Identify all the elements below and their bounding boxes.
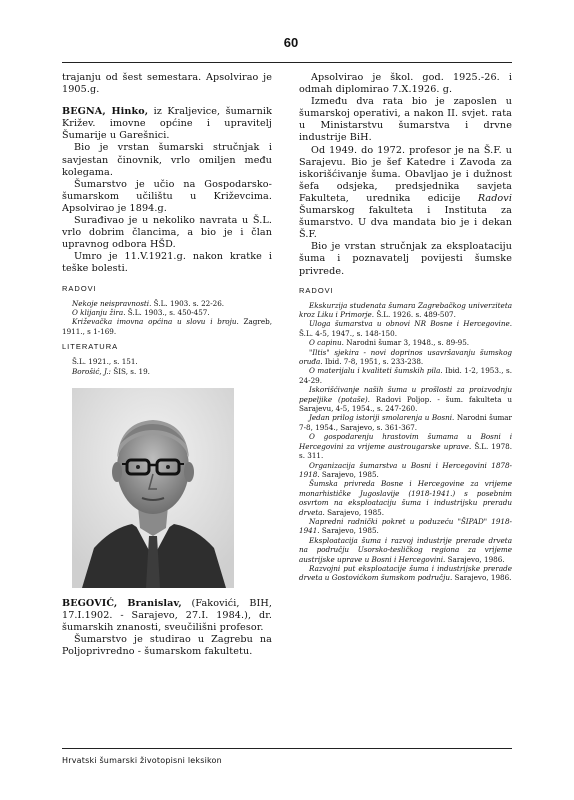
reference-title: "Iltis" sjekira - novi doprinos usavršavanju šumskog oruđa. <box>299 347 512 367</box>
reference-source: Sarajevo, 1986. <box>452 573 512 583</box>
footer-rule <box>62 748 512 749</box>
paragraph <box>299 145 512 242</box>
reference-title: Razvojni put eksploatacije šuma i industrijske prerade drveta u Gostovićkom šumskom području. <box>299 563 512 583</box>
reference-item <box>62 367 272 376</box>
reference-item <box>62 317 272 336</box>
reference-source: Š.L. 1978. s. 311. <box>299 441 512 461</box>
reference-title: Šumska privreda Bosne i Hercegovine za vrijeme monarhističke Jugoslavije (1918-1941.) s posebnim osvrtom na eksploataciju šuma i industrijsku preradu drveta. <box>299 479 512 517</box>
reference-item <box>299 536 512 564</box>
portrait-image <box>72 388 234 588</box>
reference-title: Ekskurzija studenata šumara Zagrebačkog univerziteta kroz Liku i Primorje. <box>299 300 512 319</box>
reference-list <box>62 357 272 376</box>
reference-item <box>62 308 272 317</box>
reference-item <box>62 357 272 366</box>
reference-title: Jedan prilog istoriji smolarenja u Bosni. <box>309 413 455 423</box>
section-label-radovi: RADOVI <box>299 285 334 295</box>
section-label-radovi: RADOVI <box>62 283 97 293</box>
reference-title: Nekoje neispravnosti. <box>72 298 152 308</box>
entry-name-begovic: BEGOVIĆ, Branislav, <box>62 597 182 609</box>
reference-title: Borošić, J.: <box>72 366 111 376</box>
reference-item <box>299 366 512 385</box>
reference-item <box>299 432 512 460</box>
paragraph: Bio je vrstan šumarski stručnjak i savjestan činovnik, vrlo omiljen među kolegama. <box>62 142 272 178</box>
header-rule <box>62 62 512 63</box>
reference-title: Eksploatacija šuma i razvoj industrije prerade drveta na području Usorsko-tesličkog regiona za vrijeme austrijske uprave u Bosni i Hercegovini. <box>299 535 512 564</box>
reference-item <box>299 461 512 480</box>
reference-source: Radovi Poljop. - šum. fakulteta u Sarajevu, 4-5, 1954., s. 247-260. <box>299 394 512 414</box>
portrait-photo <box>72 388 234 588</box>
paragraph: Surađivao je u nekoliko navrata u Š.L. vrlo dobrim člancima, a bio je i član upravnog odbora HŠD. <box>62 215 272 251</box>
reference-source: Š.L. 4-5, 1947., s. 148-150. <box>299 328 397 338</box>
paragraph: Umro je 11.V.1921.g. nakon kratke i teške bolesti. <box>62 251 272 275</box>
section-label-literatura: LITERATURA <box>62 342 119 352</box>
reference-list <box>299 301 512 583</box>
reference-title: Organizacija šumarstva u Bosni i Hercegovini 1878-1918. <box>299 460 512 479</box>
paragraph: Šumarstvo je učio na Gospodarsko-šumarskom učilištu u Križevcima. Apsolvirao je 1894.g. <box>62 178 272 214</box>
entry-begovic-intro <box>62 598 272 634</box>
reference-source: Sarajevo, 1985. <box>319 526 379 536</box>
reference-title: O gospodarenju hrastovim šumama u Bosni i Hercegovini za vrijeme austrougarske uprave. <box>299 432 512 451</box>
reference-source: Š.L. 1926. s. 489-507. <box>374 310 456 319</box>
reference-source: Š.L. 1903. s. 22-26. <box>151 298 225 308</box>
footer-title: Hrvatski šumarski životopisni leksikon <box>62 756 222 765</box>
paragraph-continuation: trajanju od šest semestara. Apsolvirao je 1905.g. <box>62 72 272 96</box>
reference-title: O materijalu i kvaliteti šumskih pila. <box>309 366 443 376</box>
reference-source: Ibid. 7-8, 1951, s. 233-238. <box>322 357 424 367</box>
reference-source: Narodni šumar 3, 1948., s. 89-95. <box>343 338 470 348</box>
reference-item <box>299 564 512 583</box>
paragraph: Između dva rata bio je zaposlen u šumarskoj operativi, a nakon II. svjet. rata u Ministarstvu šumarstva i drvne industrije BiH. <box>299 96 512 144</box>
entry-begovic-intro-text: (Fakovići, BIH, 17.I.1902. - Sarajevo, 27.I. 1984.), dr. šumarskih znanosti, sveučilišni profesor. <box>62 597 272 634</box>
reference-title: Napredni radnički pokret u poduzeću "ŠIPAD" 1918-1941. <box>299 516 512 536</box>
left-column <box>62 72 272 658</box>
reference-item <box>62 299 272 308</box>
paragraph: Šumarstvo je studirao u Zagrebu na Poljoprivredno - šumarskom fakultetu. <box>62 634 272 658</box>
reference-source: Sarajevo, 1985. <box>324 507 385 517</box>
reference-item <box>299 301 512 320</box>
reference-source: ŠIS, s. 19. <box>110 366 150 376</box>
reference-item <box>299 413 512 432</box>
entry-begna-intro <box>62 106 272 142</box>
reference-title: Iskorišćivanje naših šuma u prošlosti za proizvodnju pepeljike (potaše). <box>299 385 512 404</box>
paragraph: Bio je vrstan stručnjak za eksploataciju šuma i poznavatelj povijesti šumske privrede. <box>299 241 512 277</box>
reference-list <box>62 299 272 337</box>
reference-source: Narodni šumar 7-8, 1954., Sarajevo, s. 361-367. <box>299 413 512 432</box>
entry-name-begna: BEGNA, Hinko, <box>62 106 149 118</box>
reference-item <box>299 348 512 367</box>
reference-source: Sarajevo, 1986. <box>445 554 505 564</box>
edition-title: Radovi <box>477 192 512 204</box>
reference-item <box>299 517 512 536</box>
page-number: 60 <box>283 35 299 50</box>
reference-item <box>299 319 512 338</box>
right-column <box>299 72 512 583</box>
reference-title: O capinu. <box>309 338 344 348</box>
reference-source: Š.L. 1903., s. 450-457. <box>125 307 210 317</box>
paragraph-text: Šumarskog fakulteta i Instituta za šumarstvo. U dva mandata bio je i dekan Š.F. <box>299 205 512 241</box>
reference-item <box>299 479 512 517</box>
paragraph: Apsolvirao je škol. god. 1925.-26. i odmah diplomirao 7.X.1926. g. <box>299 72 512 96</box>
reference-title: Uloga šumarstva u obnovi NR Bosne i Hercegovine. <box>309 319 512 329</box>
reference-title: O klijanju žira. <box>72 307 126 317</box>
entry-begna-intro-text: iz Kraljevice, šumarnik Križev. imovne općine i upravitelj Šumarije u Garešnici. <box>62 106 272 142</box>
reference-source: Zagreb, 1911., s 1-169. <box>62 317 272 336</box>
reference-title: Križevačka imovna općina u slovu i broju. <box>72 317 239 327</box>
reference-source: Ibid. 1-2, 1953., s. 24-29. <box>299 366 512 385</box>
paragraph-text: Od 1949. do 1972. profesor je na Š.F. u Sarajevu. Bio je šef Katedre i Zavoda za iskorišćivanje šuma. Obavljao je i dužnost šefa odsjeka, predsjednika savjeta Fakulteta, urednika edicije <box>299 144 512 204</box>
reference-source: Š.L. 1921., s. 151. <box>72 357 138 367</box>
reference-item <box>299 385 512 413</box>
reference-item <box>299 338 512 347</box>
reference-source: Sarajevo, 1985. <box>319 469 379 479</box>
